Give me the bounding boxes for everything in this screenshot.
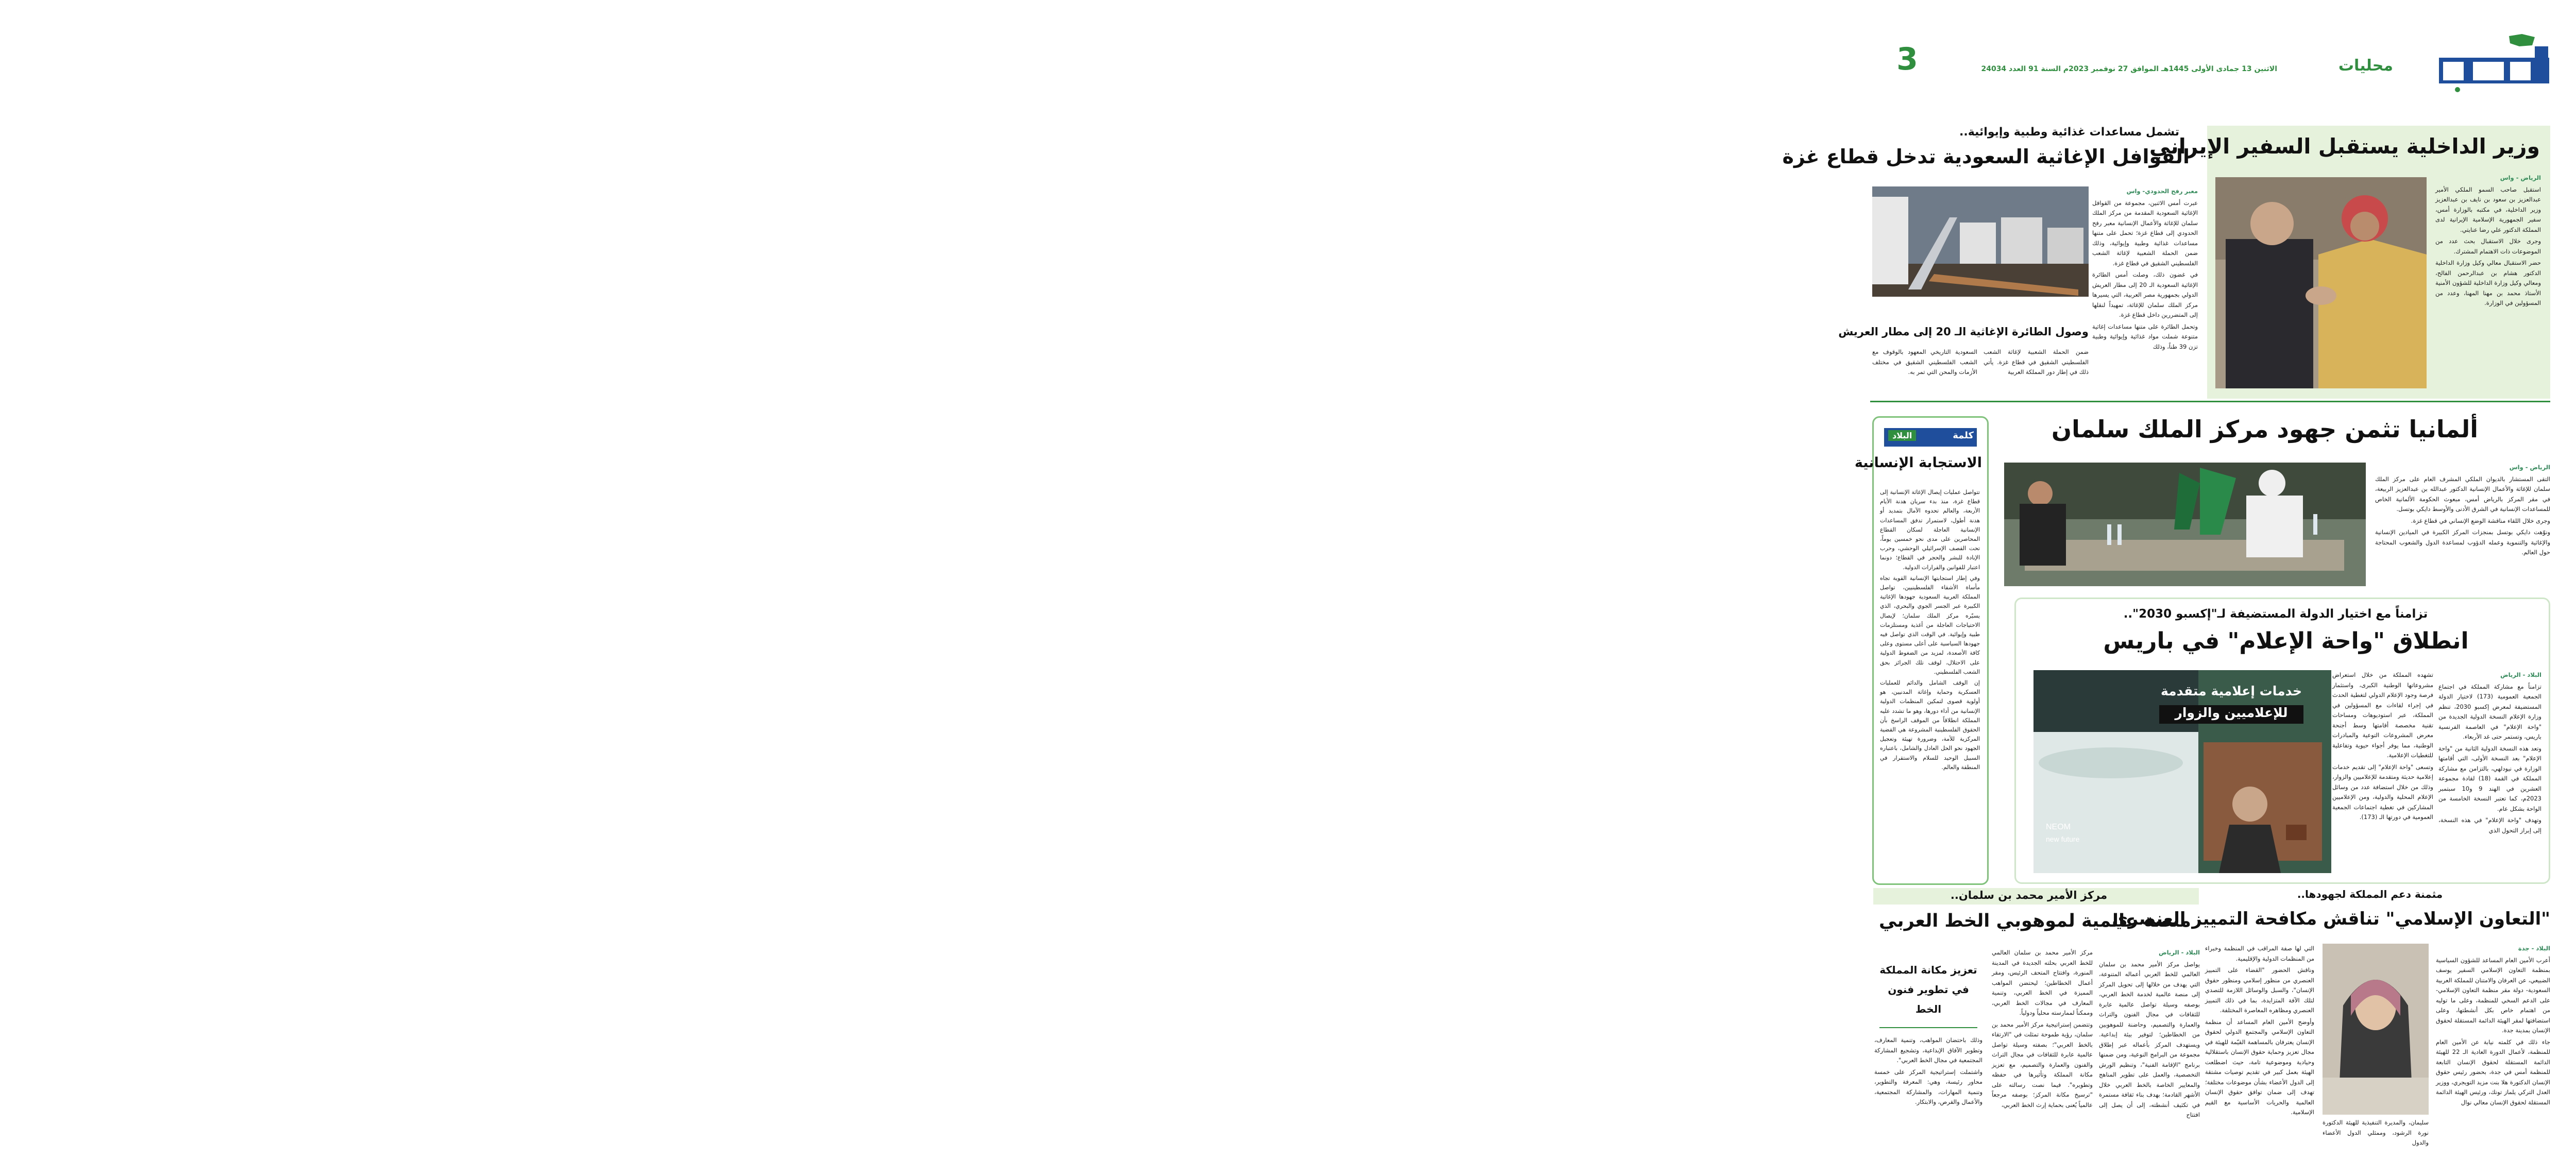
kicker: تزامناً مع اختيار الدولة المستضيفة لـ"إكسبو 2030".. (2123, 607, 2428, 621)
paragraph: التقى المستشار بالديوان الملكي المشرف العام على مركز الملك سلمان للإغاثة والأعمال الإنسانية الدكتور عبدالله بن عبدالعزيز الربيعة، في مقر المركز بالرياض أمس، مبعوث الحكومة الألمانية الخاص للمساعدات الإنسانية في الشرق الأدنى والأوسط دايكي بوتسل. (2375, 475, 2550, 513)
paragraph: أعرب الأمين العام المساعد للشؤون السياسية بمنظمة التعاون الإسلامي السفير يوسف الضبيعي، عن العرفان والامتنان للمملكة العربية السعودية- دولة مقر منظمة التعاون الإسلامي- على الدعم السخي للمنظمة، وعلى ما توليه من اهتمام خاص بكل أنشطتها، وعلى استضافتها لمقر الهيئة الدائمة المستقلة لحقوق الإنسان بمدينة جدة. (2436, 956, 2550, 1034)
kicker: تشمل مساعدات غذائية وطبية وإيوائية.. (1959, 126, 2179, 139)
paragraph: استقبل صاحب السمو الملكي الأمير عبدالعزيز بن سعود بن نايف بن عبدالعزيز وزير الداخلية، في مكتبه بالوزارة أمس، سفير الجمهورية الإسلامية الإيرانية لدى المملكة الدكتور علي رضا عنايتي. (2435, 185, 2541, 233)
dateline: معبر رفح الحدودي- واس (2126, 187, 2198, 195)
neom-tagline: new future (2046, 835, 2080, 843)
paragraph: وأوضح الأمين العام المساعد أن منظمة التعاون الإسلامي والمجتمع الدولي لحقوق الإنسان يعترفان بالمساهمة القيّمة للهيئة في مجال تعزيز وحماية حقوق الإنسان باستقلالية وحيادية وموضوعية تامة، حيث اضطلعت الهيئة بعمل كبير في تقديم توصيات مشتقة إلى الدول الأعضاء بشأن موضوعات مختلفة؛ تهدف إلى ضمان توافق حقوق الإنسان العالمية والحريات الأساسية مع القيم الإسلامية. (2205, 1018, 2314, 1116)
article-body-col3 (1874, 1035, 1982, 1149)
article-body-col1 (2099, 948, 2200, 1149)
kicker: مثمنة دعم المملكة لجهودها.. (2297, 888, 2443, 900)
pull-quote-rule (1879, 1027, 1977, 1028)
paragraph: السعودية التاريخي المعهود بالوقوف مع الشعب الفلسطيني الشقيق في مختلف الأزمات والمحن التي تمر به. (1872, 348, 1977, 376)
dateline: البلاد - جدة (2518, 945, 2550, 952)
headline: ألمانيا تثمن جهود مركز الملك سلمان (2051, 415, 2478, 443)
paragraph: وتعد هذه النسخة الدولية الثانية من "واحة الإعلام" بعد النسخة الأولى، التي أقامتها الوزارة في نيودلهي، بالتزامن مع مشاركة المملكة في القمة (18) لقادة مجموعة العشرين في الهند 9 و10 سبتمبر 2023م، كما تعتبر النسخة الخامسة من الواحة بشكل عام. (2438, 744, 2541, 812)
paragraph: في غضون ذلك، وصلت أمس الطائرة الإغاثية السعودية الـ 20 إلى مطار العريش الدولي بجمهورية مصر العربية، التي يسيرها مركز الملك سلمان للإغاثة، تمهيداً لنقلها إلى المتضررين داخل قطاع غزة. (2092, 271, 2198, 318)
kicker-bar (1873, 888, 2199, 905)
paragraph: وفي إطار استجابتها الإنسانية القوية تجاه مأساة الأشقاء الفلسطينيين، تواصل المملكة العربية السعودية جهودها الإغاثية الكبيرة عبر الجسر الجوي والبحري، الذي يسيّره مركز الملك سلمان؛ لإيصال الاحتياجات العاجلة من أغذية ومستلزمات طبية وإيوائية. في الوقت الذي تواصل فيه جهودها السياسية على أعلى مستوى وعلى كافة الأصعدة، لمزيد من الضغوط الدولية على الاحتلال، لوقف تلك الجرائز بحق الشعب الفلسطيني. (1880, 574, 1980, 675)
dateline-bar: الاثنين 13 جمادى الأولى 1445هـ الموافق 27 نوفمبر 2023م السنة 91 العدد 24034 (1981, 65, 2277, 73)
headline: انطلاق "واحة الإعلام" في باريس (2103, 628, 2469, 654)
paragraph: ونوّهت دايكي بوتسل بمنجزات المركز الكبيرة في الميادين الإنسانية والإغاثية والتنموية وعمله الدؤوب لمساعدة الدول والشعوب المحتاجة حول العالم. (2375, 528, 2550, 556)
paragraph: وجرى خلال اللقاء مناقشة الوضع الإنساني في قطاع غزة. (2411, 517, 2550, 524)
headline: "التعاون الإسلامي" تناقش مكافحة التمييز العنصري (2112, 909, 2550, 929)
photo-oic-official (2323, 944, 2429, 1115)
paragraph: تتواصل عمليات إيصال الإغاثة الإنسانية إلى قطاع غزة، منذ بدء سريان هدنة الأيام الأربعة، والعالم تحدوه الآمال بتمديد أو هدنة أطول، لاستمرار تدفق المساعدات الإنسانية العاجلة لسكان القطاع المحاصرين على مدى نحو خمسين يوماً، تحت القصف الإسرائيلي الوحشي، وحرب الإبادة للبشر والحجر في القطاع؛ دونما اعتبار للقوانين والقرارات الدولية. (1880, 489, 1980, 571)
section-label: محليات (2338, 57, 2393, 75)
dateline: البلاد - الرياض (2500, 671, 2541, 678)
photo-media-oasis (2033, 670, 2331, 873)
paragraph: وناقش الحضور "القضاء على التمييز العنصري من منظور إسلامي ومنظور حقوق الإنسان"، والسبل والوسائل اللازمة للتصدي لتلك الآفة المتزايدة، بما في ذلك التمييز العنصري ومظاهره المعاصرة المختلفة. (2205, 966, 2314, 1014)
paragraph: جاء ذلك في كلمته نيابة عن الأمين العام للمنظمة، لأعمال الدورة العادية الـ 22 للهيئة الدائمة المستقلة لحقوق الإنسان التابعة للمنظمة أمس في جدة، بحضور رئيس حقوق الإنسان الدكتورة هلا بنت مزيد التويجري، ووزير العدل التركي يلماز تونك، ورئيس الهيئة الدائمة المستقلة لحقوق الإنسان معالي نوال (2436, 1038, 2550, 1106)
column-badge (1884, 428, 1977, 447)
caption-line-1: خدمات إعلامية متقدمة (2160, 684, 2302, 698)
article-media-oasis (2014, 598, 2550, 884)
dateline: الرياض - واس (2509, 464, 2550, 471)
paragraph: وتتضمن إستراتيجية مركز الأمير محمد بن سلمان، رؤية طموحة تمثلت في "الارتقاء بالخط العربي"؛ بصفته وسيلة تواصل عالمية عابرة للثقافات في مجال التراث والفنون والعمارة والتصميم، مع تعزيز مكانة المملكة وتأثيرها في حفظه وتطويره". فيما نصت رسالته على "ترسيخ مكانة المركز؛ بوصفه مرجعاً عالمياً يُعنى بحماية إرث الخط العربي، (1992, 1020, 2093, 1108)
paragraph: وذلك باحتضان المواهب، وتنمية المعارف، وتطوير الآفاق الإبداعية، وتشجيع المشاركة المجتمعية في مجال الخط العربي". (1874, 1036, 1982, 1064)
paragraph: واشتملت إستراتيجية المركز على خمسة محاور رئيسة، وهي: المعرفة والتطوير، وتنمية المهارات، والمشاركة المجتمعية، والأعمال والفرص، والابتكار. (1874, 1068, 1982, 1105)
article-body-col1 (2438, 670, 2541, 876)
paragraph: تشهده المملكة من خلال استعراض مشروعاتها الوطنية الكبرى، واستثمار فرصة وجود الإعلام الدولي لتغطية الحدث في إجراء لقاءات مع المسؤولين في المملكة، عبر استوديوهات ومساحات تقنية مخصصة أقامتها وسط أجنحة معرض المشروعات التوعية والمبادرات الوطنية، مما يوفر أجواء حيوية وتفاعلية للتغطيات الإعلامية. (2332, 671, 2433, 759)
paragraph: تزامناً مع مشاركة المملكة في اجتماع الجمعية العمومية (173) لاختيار الدولة المستضيفة لمعرض إكسبو 2030، تنظم وزارة الإعلام النسخة الدولية الجديدة من "واحة الإعلام" في العاصمة الفرنسية باريس، وتستمر حتى غد الأربعاء. (2438, 683, 2542, 740)
article-body (2092, 186, 2198, 393)
article-calligraphy (1870, 888, 2200, 1151)
article-body (2375, 463, 2550, 591)
article-body-col1 (2436, 944, 2550, 1150)
dateline: البلاد - الرياض (2159, 949, 2200, 956)
kicker: مركز الأمير محمد بن سلمان.. (1950, 889, 2108, 901)
column-body (1880, 488, 1980, 879)
article-body-col2 (2205, 944, 2314, 1150)
headline: القوافل الإغاثية السعودية تدخل قطاع غزة (1782, 145, 2190, 168)
neom-logo: NEOM (2046, 823, 2071, 831)
photo-relief-plane (1872, 186, 2089, 297)
paragraph: حضر الاستقبال معالي وكيل وزارة الداخلية الدكتور هشام بن عبدالرحمن الفالح، ومعالي وكيل وزارة الداخلية للشؤون الأمنية الأستاذ محمد بن مهنا المهنا، وعدد من المسؤولين في الوزارة. (2435, 259, 2541, 306)
paragraph: يواصل مركز الأمير محمد بن سلمان العالمي للخط العربي أعماله المتنوعة، التي يهدف من خلالها إلى تحويل المركز إلى منصة عالمية لخدمة الخط العربي، بوصفه وسيلة تواصل عالمية عابرة للثقافات في مجال الفنون والتراث والعمارة والتصميم، وحاضنة للموهوبين من الخطاطين؛ لتوفير بيئة إبداعية. ويستهدف المركز بأعماله عبر إطلاق مجموعة من البرامج النوعية، ومن ضمنها برنامج "الإقامة الفنية"، وتنظيم الورش التخصصية، والعمل على تطوير المناهج والمعايير الخاصة بالخط العربي خلال الأشهر القادمة؛ بهدف بناء ثقافة مستمرة في تكثيف أنشطته، إلى أن يصل إلى افتتاح (2099, 960, 2200, 1118)
subheadline: وصول الطائرة الإغاثية الـ 20 إلى مطار العريش (1838, 326, 2089, 338)
masthead-logo (2432, 31, 2555, 93)
divider (1870, 401, 2550, 402)
article-body-col2 (2332, 670, 2433, 876)
headline: وزير الداخلية يستقبل السفير الإيراني (2149, 134, 2540, 159)
pull-quote: تعزيز مكانة المملكة في تطوير فنون الخط (1879, 964, 1977, 1015)
photo-minister-handshake (2215, 177, 2427, 388)
paragraph: التي لها صفة المراقب في المنظمة وخبراء من المنظمات الدولية والإقليمية. (2205, 945, 2314, 962)
opinion-column (1854, 416, 1989, 885)
article-gaza-convoys (1782, 126, 2200, 399)
dateline: الرياض - واس (2500, 174, 2541, 181)
article-germany (2004, 415, 2550, 594)
paragraph: وتسعى "واحة الإعلام" إلى تقديم خدمات إعلامية حديثة ومتقدمة للإعلاميين والزوار، وذلك من خلال استضافة عدد من وسائل الإعلام المحلية والدولية، ومن الإعلاميين المشاركين في تغطية اجتماعات الجمعية العمومية في دورتها الـ (173). (2332, 763, 2433, 821)
paragraph: عبرت أمس الاثنين، مجموعة من القوافل الإغاثية السعودية المقدمة من مركز الملك سلمان للإغاثة والأعمال الإنسانية معبر رفح الحدودي إلى قطاع غزة؛ تحمل على متنها مساعدات غذائية وطبية وإيوائية، وذلك ضمن الحملة الشعبية لإغاثة الشعب الفلسطيني الشقيق في قطاع غزة. (2092, 199, 2198, 267)
caption-line-2: للإعلاميين والزوار (2159, 705, 2303, 724)
paragraph: مركز الأمير محمد بن سلمان العالمي للخط العربي بحلته الجديدة في المدينة المنورة، وافتتاح المتحف الرئيس، ومقر أعمال الخطاطين؛ ليحتضن المواهب المميزة في الخط العربي، وتنمية المعارف في مجالات الخط العربي، وممكناً لممارسته محلياً ودولياً. (1992, 949, 2093, 1016)
paragraph: إن الوقف الشامل والدائم للعمليات العسكرية وحماية وإغاثة المدنيين، هو أولوية قصوى لتمكين المنظمات الدولية الإنسانية من أداء دورها، وهو ما تشدد عليه المملكة انطلاقاً من الموقف الراسخ بأن الحقوق الفلسطينية المشروعة هي القضية المركزية للأمة، وضرورة تهيئة وتعجيل الجهود نحو الحل العادل والشامل، باعتباره السبيل الوحيد للسلام والاستقرار في المنطقة والعالم. (1880, 679, 1980, 771)
article-body (2435, 173, 2541, 395)
paragraph: وتحمل الطائرة على متنها مساعدات إغاثية متنوعة شملت مواد غذائية وإيوائية وطبية تزن 39 طناً، وذلك (2092, 322, 2198, 350)
column-title: الاستجابة الإنسانية (1854, 455, 1982, 471)
paragraph: وجرى خلال الاستقبال بحث عدد من الموضوعات ذات الاهتمام المشترك. (2435, 237, 2541, 255)
badge-label: كلمة (1953, 430, 1974, 441)
photo-meeting (2004, 463, 2366, 586)
headline: منصة عالمية لموهوبي الخط العربي (1879, 911, 2191, 931)
badge-brand: البلاد (1888, 430, 1916, 441)
photo-caption: سليمان، والمديرة التنفيذية للهيئة الدكتورة نورة الرشود، وممثلي الدول الأعضاء والدول (2323, 1119, 2429, 1146)
article-body-col2 (1992, 948, 2093, 1149)
page-number: 3 (1896, 41, 1918, 77)
paragraph: وتهدف "واحة الإعلام" في هذه النسخة، إلى إبراز التحول الذي (2438, 816, 2541, 834)
paragraph: ضمن الحملة الشعبية لإغاثة الشعب الفلسطيني الشقيق في قطاع غزة. يأتي ذلك في إطار دور المملكة العربية (1984, 348, 2089, 376)
